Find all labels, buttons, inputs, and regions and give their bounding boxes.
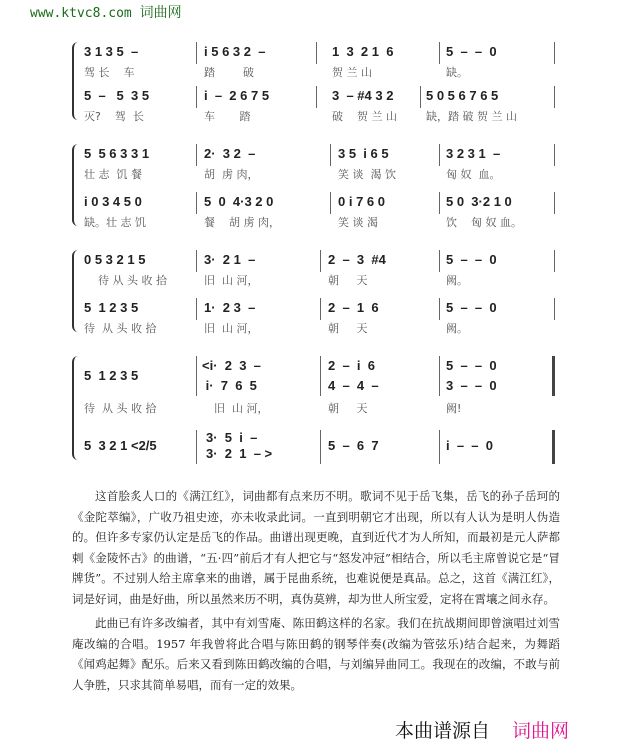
lyric: 阙! bbox=[446, 402, 462, 415]
measure: 5 – – 0 bbox=[446, 252, 497, 267]
lyric: 驾 长 车 bbox=[84, 66, 135, 79]
brand-link[interactable]: 词曲网 bbox=[512, 720, 570, 742]
lyrics-row bbox=[84, 164, 546, 186]
measure: 3 – #4 3 2 bbox=[332, 88, 394, 103]
measure: 0 5 3 2 1 5 bbox=[84, 252, 146, 267]
lyric: 笑 谈 渴 饮 bbox=[338, 168, 396, 181]
measure: i 0 3 4 5 0 bbox=[84, 194, 142, 209]
lyric: 胡 虏 肉， bbox=[204, 168, 259, 181]
notes-row bbox=[84, 298, 546, 320]
lyric: 朝 天 bbox=[328, 402, 368, 415]
measure: 5 1 2 3 5 bbox=[84, 300, 139, 315]
notes-row bbox=[84, 250, 546, 272]
measure: 5 – 5 3 5 bbox=[84, 88, 150, 103]
system-brace bbox=[72, 42, 78, 120]
lyric: 饮 匈 奴 血。 bbox=[446, 216, 522, 229]
score-system-1 bbox=[76, 38, 546, 124]
measure-lower: 3 – – 0 bbox=[446, 378, 497, 393]
measure: 1· 2 3 – bbox=[204, 300, 256, 315]
measure: 5 0 3·2 1 0 bbox=[446, 194, 512, 209]
measure: 2 – 1 6 bbox=[328, 300, 379, 315]
paragraph: 此曲已有许多改编者，其中有刘雪庵、陈田鹤这样的名家。我们在抗战期间即曾演唱过刘雪庵改编的合唱。1957 年我曾将此合唱与陈田鹤的钢琴伴奏(改编为管弦乐)结合起来，为舞蹈《闻鸡起舞》配乐。后来又看到陈田鹤改编的合唱，与刘编异曲同工。我现在的改编，不敢与前人争胜，只求其简单易唱，而有一定的效果。 bbox=[72, 616, 560, 692]
watermark-url: www.ktvc8.com bbox=[30, 6, 132, 21]
commentary bbox=[72, 486, 560, 695]
measure: 3· 2 1 – bbox=[204, 252, 256, 267]
lyric: 缺。 bbox=[446, 66, 468, 79]
lyric: 匈 奴 血。 bbox=[446, 168, 501, 181]
measure: 3· 5 i – bbox=[206, 430, 258, 445]
measure: 2· 3 2 – bbox=[204, 146, 256, 161]
lyric: 旧 山 河， bbox=[204, 274, 259, 287]
lyric: 旧 山 河， bbox=[204, 322, 259, 335]
lyric: 笑 谈 渴 bbox=[338, 216, 378, 229]
lyric: 阙。 bbox=[446, 322, 468, 335]
system-brace bbox=[72, 144, 78, 226]
measure: i – – 0 bbox=[446, 438, 493, 453]
system-brace bbox=[72, 250, 78, 332]
measure-lower: 3· 2 1 – > bbox=[206, 446, 273, 461]
watermark-header bbox=[30, 2, 182, 22]
lyric: 阙。 bbox=[446, 274, 468, 287]
lyrics-row bbox=[84, 318, 546, 340]
lyric: 缺，踏 破 贺 兰 山 bbox=[426, 110, 517, 123]
lyrics-row bbox=[84, 270, 546, 292]
lyric: 踏 破 bbox=[204, 66, 254, 79]
measure: 0 i 7 6 0 bbox=[338, 194, 385, 209]
source-footer bbox=[395, 716, 569, 743]
score-system-4 bbox=[76, 352, 546, 464]
lyrics-row bbox=[84, 212, 546, 234]
lyric: 贺 兰 山 bbox=[332, 66, 372, 79]
lyrics-row bbox=[84, 106, 546, 128]
lyric: 壮 志 饥 餐 bbox=[84, 168, 142, 181]
measure: 5 – – 0 bbox=[446, 44, 497, 59]
lyric: 待 从 头 收 拾 bbox=[84, 402, 157, 415]
measure: 5 – 6 7 bbox=[328, 438, 379, 453]
lyric: 缺。壮 志 饥 bbox=[84, 216, 146, 229]
notes-row bbox=[84, 192, 546, 214]
paragraph: 这首脍炙人口的《满江红》，词曲都有点来历不明。歌词不见于岳飞集，岳飞的孙子岳珂的《金陀萃编》，广收乃祖史迹，亦未收录此词。一直到明朝它才出现，所以有人认为是明人伪造的。但许多专家仍认定是岳飞的作品。曲谱出现更晚，直到近代才为人所知，而最初是元人萨都剌《金陵怀古》的曲谱，“五·四”前后才有人把它与“怒发冲冠”相结合，所以毛主席曾说它是“冒牌货”。不过别人给主席拿来的曲谱，属于昆曲系统，也难说便是真品。总之，这首《满江红》，词是好词，曲是好曲，所以虽然来历不明，真伪莫辨，却为世人所宝爱，定将在霄壤之间永存。 bbox=[72, 489, 560, 606]
lyric: 朝 天 bbox=[328, 274, 368, 287]
measure: 3 1 3 5 – bbox=[84, 44, 139, 59]
measure: <i· 2 3 – bbox=[202, 358, 261, 373]
measure: 5 5 6 3 3 1 bbox=[84, 146, 150, 161]
lyric: 灭? 驾 长 bbox=[84, 110, 144, 123]
measure: 5 1 2 3 5 bbox=[84, 368, 139, 383]
measure: 2 – i 6 bbox=[328, 358, 375, 373]
measure-lower: 4 – 4 – bbox=[328, 378, 379, 393]
score-system-2 bbox=[76, 140, 546, 230]
lyric: 旧 山 河， bbox=[214, 402, 269, 415]
measure: 5 0 5 6 7 6 5 bbox=[426, 88, 499, 103]
lyrics-row bbox=[84, 62, 546, 84]
measure: 3 2 3 1 – bbox=[446, 146, 501, 161]
lyric: 车 踏 bbox=[204, 110, 251, 123]
notes-row bbox=[84, 42, 546, 64]
watermark-site: 词曲网 bbox=[139, 5, 182, 21]
measure: i – 2 6 7 5 bbox=[204, 88, 270, 103]
system-brace bbox=[72, 356, 78, 460]
notes-row bbox=[84, 356, 546, 393]
lyric: 待 从 头 收 拾 bbox=[98, 274, 167, 287]
lyric: 破 贺 兰 山 bbox=[332, 110, 397, 123]
measure: 5 3 2 1 <2/5 bbox=[84, 438, 157, 453]
lyric: 待 从 头 收 拾 bbox=[84, 322, 157, 335]
lyric: 餐 胡 虏 肉， bbox=[204, 216, 280, 229]
lyric: 朝 天 bbox=[328, 322, 368, 335]
measure: 5 – – 0 bbox=[446, 300, 497, 315]
notes-row bbox=[84, 430, 546, 461]
measure: 5 – – 0 bbox=[446, 358, 497, 373]
lyrics-row bbox=[84, 398, 546, 420]
measure-lower: i· 7 6 5 bbox=[202, 378, 257, 393]
source-label: 本曲谱源自 bbox=[395, 720, 491, 742]
measure: 3 5 i 6 5 bbox=[338, 146, 389, 161]
measure: 1 3 2 1 6 bbox=[332, 44, 394, 59]
score-system-3 bbox=[76, 246, 546, 336]
notes-row bbox=[84, 86, 546, 108]
measure: i 5 6 3 2 – bbox=[204, 44, 266, 59]
measure: 5 0 4·3 2 0 bbox=[204, 194, 274, 209]
notes-row bbox=[84, 144, 546, 166]
measure: 2 – 3 #4 bbox=[328, 252, 386, 267]
